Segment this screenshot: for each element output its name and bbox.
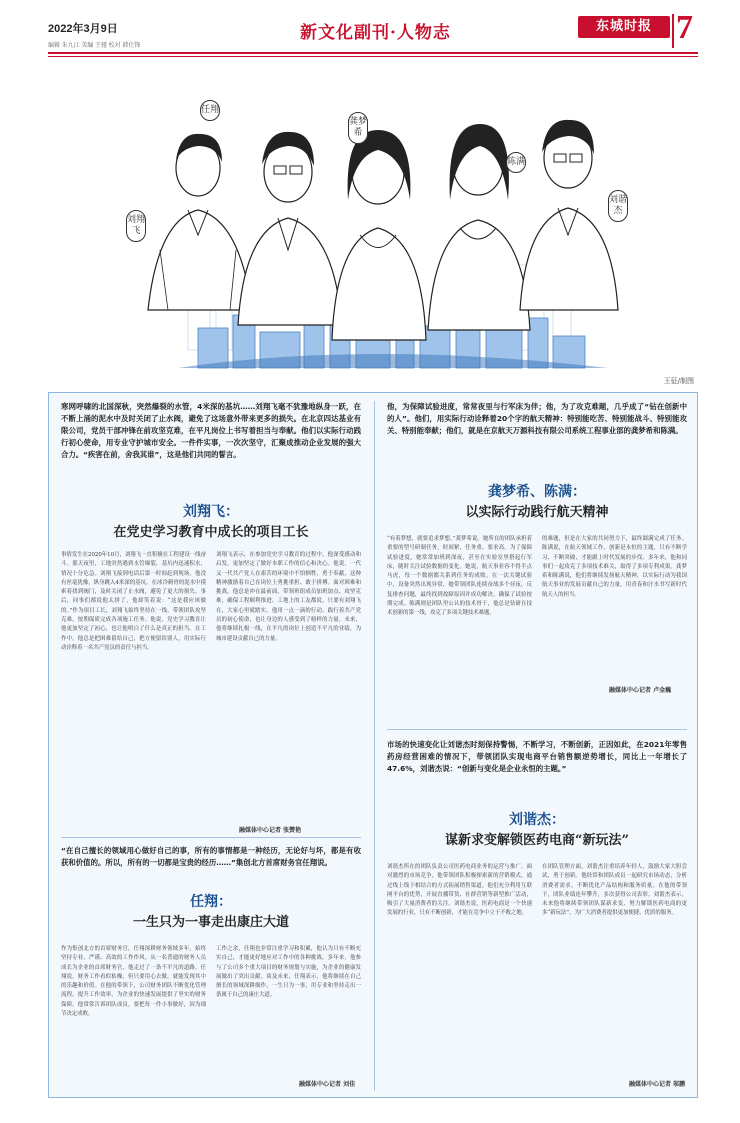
header-rule-thin [48,56,698,57]
portrait-gong-mengxi [332,130,426,340]
gong-chen-byline: 融媒体中心记者 卢金巍 [609,687,672,694]
portrait-ren-xiang [238,132,342,325]
name-tag-gong-mengxi: 龚梦希 [348,112,368,144]
center-divider [374,401,375,1091]
ren-xiang-name: 任翔： [190,894,232,910]
ren-xiang-heading [61,893,361,932]
gong-chen-col-2: 的难题，但是在大家的共同努力下，最终圆满完成了任务。陈满说，在航天领域工作，创新是永恒的主题，只有不断学习、不断突破，才能跟上时代发展的步伐。多年来，他和同事们一起攻克了多项技术难关，取得了多项专利成果。龚梦希和陈满说，他们将继续发扬航天精神，以实际行动为我国航天事业的发展贡献自己的力量，用青春和汗水书写新时代航天人的担当。 [542,536,687,598]
portrait-liu-xiangfei [148,134,252,310]
liu-xiejie-col-2: 在团队管理方面，刘谐杰注重培养年轻人，鼓励大家大胆尝试、勇于创新。他经常和团队成员一起研究市场动态，分析消费者需求，不断优化产品结构和服务质量。在他的带领下，团队业绩连年攀升，多次获得公司表彰。刘谐杰表示，未来他将继续带领团队谋新求变，努力解锁医药电商的更多“新玩法”，为广大消费者提供更加便捷、优质的服务。 [542,864,687,917]
intro-right: 他，为保障试验进度，常常夜里与行军床为伴；他，为了攻克难题，几乎成了“钻在创新中的人”。他们，用实际行动诠释着20个字的航天精神：特别能吃苦、特别能战斗、特别能攻关、特别能奉献；他们，就是在京航天万源科技有限公司系统工程事业部的龚梦希和陈满。 [387,402,687,435]
header-rule [48,52,698,54]
name-tag-liu-xiejie: 刘谐杰 [608,190,628,222]
ren-xiang-subtitle: 一生只为一事走出康庄大道 [132,915,289,930]
liu-xiangfei-name: 刘翔飞： [183,504,239,520]
page-number-divider [672,14,674,48]
gong-chen-col-1: “有着梦想，就要追求梦想。”龚梦希说。她所在的团队承担着重要的型号研制任务，时间紧、任务重、要求高。为了保障试验进度，她常常加班到深夜，甚至在实验室里搭起行军床，随时关注试验数据的变化。她说，航天事业容不得半点马虎，每一个数据都关系到任务的成败。在一次关键试验中，设备突然出现异常，她带领团队连续奋战多个昼夜，反复排查问题，最终找到故障原因并成功解决，确保了试验按期完成。陈满则是团队里公认的技术骨干，他总是钻研在技术创新的第一线，攻克了多项关键技术难题。 [387,536,532,617]
gong-chen-subtitle: 以实际行动践行航天精神 [465,505,609,520]
portrait-liu-xiejie [520,120,618,310]
illustration-credit: 王征/制图 [663,377,694,385]
liu-xiejie-byline: 融媒体中心记者 邬鹏 [629,1081,686,1088]
ren-xiang-quote: “在自己擅长的领域用心做好自己的事，所有的事情都是一种经历，无论好与坏，都是有收获和价值的。所以，所有的一切都是宝贵的经历……”集创北方首席财务官任翔说。 [61,846,361,867]
liu-xiangfei-subtitle: 在党史学习教育中成长的项目工长 [113,525,309,540]
ren-xiang-col-1: 作为集创北方的首席财务官，任翔深耕财务领域多年，始终坚持专业、严谨、高效的工作作风。从一名普通的财务人员成长为企业的首席财务官，他走过了一条不平凡的道路。任翔说，财务工作看似枯燥，但只要用心去做，就能发现其中的乐趣和价值。在他的带领下，公司财务团队不断优化管理流程，提升工作效率，为企业的快速发展提供了坚实的财务保障。他常常告诉团队成员，要把每一件小事做好，因为细节决定成败。 [61,946,206,1018]
intro-left: 寒网呼啸的北国深秋，突然爆裂的水管，4米深的基坑……刘翔飞毫不犹豫地纵身一跃，在不断上涌的泥水中及时关闭了止水阀，避免了这场意外带来更多的损失。在北京四达基业有限公司，党员干部冲锋在前攻坚克难，在平凡岗位上书写着担当与奉献。他们以实际行动践行初心使命，用专业守护城市安全。一件件实事，一次次坚守，汇聚成推动企业发展的强大合力。“疾害在前，舍我其谁”，这是他们共同的誓言。 [61,402,361,459]
name-tag-liu-xiangfei: 刘翔飞 [126,210,146,242]
liu-xiangfei-col-1: 事情发生在2020年10月，刘翔飞一直积极在工程建设一线奋斗。那天夜里，工地突然遇到水管爆裂，基坑内迅速积水，情况十分危急。刘翔飞接到电话后第一时间赶到现场，他没有丝毫犹豫，纵身跳入4米深的基坑，在冰冷刺骨的泥水中摸索着找到阀门，及时关闭了止水阀，避免了更大的损失。事后，同事们都说他太拼了，他却笑着说：“这是我应该做的。”作为项目工长，刘翔飞始终坚持在一线，带领团队攻坚克难，按期保质完成各项施工任务。他说，党史学习教育让他更加坚定了初心，也让他明白了什么是真正的担当。在工作中，他总是把困难留给自己，把方便留给别人，用实际行动诠释着一名共产党员的责任与担当。 [61,552,206,651]
page-number: 7 [676,9,693,46]
left-section-divider [61,837,361,838]
article-frame [48,392,698,1098]
issue-date: 2022年3月9日 [48,23,118,35]
liu-xiejie-subtitle: 谋新求变解锁医药电商“新玩法” [445,833,629,848]
gong-chen-name: 龚梦希、陈满： [488,484,586,500]
liu-xiejie-name: 刘谐杰： [509,812,565,828]
section-title: 新文化副刊·人物志 [300,23,451,43]
liu-xiejie-quote: 市场的快速变化让刘谐杰时刻保持警惕，不断学习，不断创新，正因如此，在2021年零售药房经营困难的情况下，带领团队实现电商平台销售额逆势增长，同比上一年增长了47.6%，刘谐杰说：“创新与变化是企业永恒的主题。” [387,740,687,773]
editor-credits: 编辑 朱九江 美编 王娅 校对 韩仕锋 [48,43,141,49]
liu-xiangfei-col-2: 刘翔飞表示，在参加党史学习教育的过程中，他深受感动和启发，更加坚定了做好本职工作的信心和决心。他说，一代又一代共产党人在艰苦的环境中不怕牺牲、勇于奉献，这种精神激励着自己在岗位上勇挑重担、敢于拼搏。面对困难和挑战，他总是冲在最前面，带领班组成员加班加点、攻坚克难，确保工程顺利推进。工地上的工友都说，只要有刘翔飞在，大家心里就踏实。他用一点一滴的行动，践行着共产党员的初心使命，也让身边的人感受到了榜样的力量。未来，他将继续扎根一线，在平凡的岗位上创造不平凡的业绩，为城市建设贡献自己的力量。 [216,552,361,642]
portrait-illustration [48,60,698,390]
ren-xiang-byline: 融媒体中心记者 刘佳 [299,1081,356,1088]
ren-xiang-col-2: 工作之余，任翔也非常注重学习和积累，他认为只有不断充实自己，才能更好地应对工作中的各种挑战。多年来，他参与了公司多个重大项目的财务规划与实施，为企业的健康发展做出了突出贡献。谈及未来，任翔表示，他将继续在自己擅长的领域深耕细作，一生只为一事，用专业和坚持走出一条属于自己的康庄大道。 [216,946,361,999]
name-tag-ren-xiang: 任翔 [200,100,220,121]
liu-xiejie-heading [387,811,687,850]
liu-xiangfei-byline: 融媒体中心记者 张赞艳 [239,827,302,834]
liu-xiejie-col-1: 刘谐杰所在的团队负责公司医药电商业务的运营与推广。面对激烈的市场竞争，他带领团队积极探索新的营销模式，通过线上线下相结合的方式拓展销售渠道。他们充分利用互联网平台的优势，开展直播带货、社群营销等新型推广活动，吸引了大量消费者的关注。刘谐杰说，医药电商是一个快速发展的行业，只有不断创新，才能在竞争中立于不败之地。 [387,864,532,917]
right-section-divider [387,729,687,730]
newspaper-logo: 东城时报 [578,16,670,38]
liu-xiangfei-heading [61,503,361,542]
name-tag-chen-man: 陈满 [506,152,526,173]
gong-chen-heading [387,483,687,522]
